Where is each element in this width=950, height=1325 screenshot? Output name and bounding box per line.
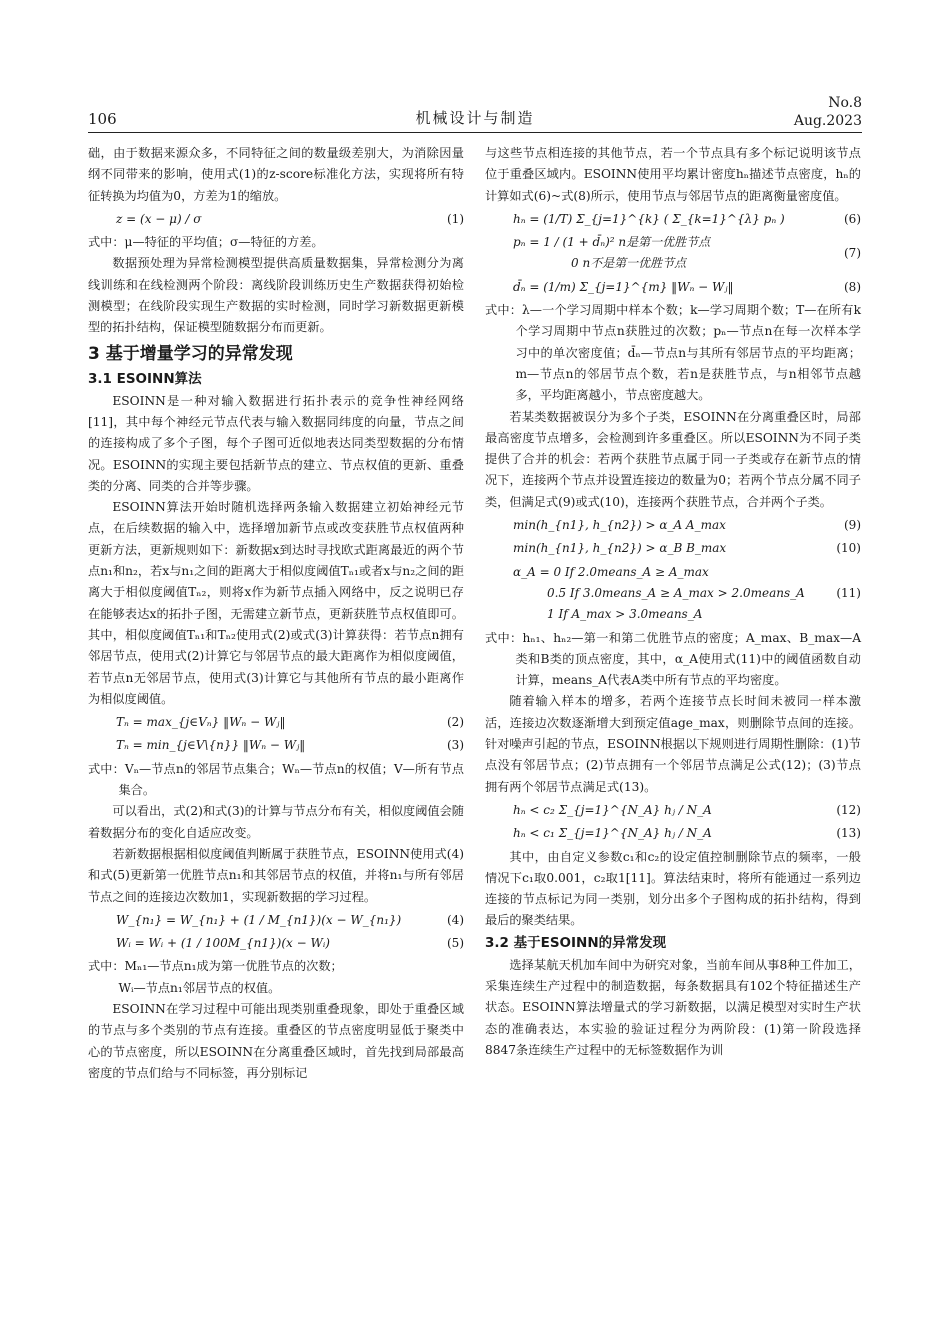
equation-expression: Tₙ = min_{j∈V\{n}} ‖Wₙ − Wⱼ‖ — [116, 738, 306, 753]
paragraph: 若某类数据被误分为多个子类，ESOINN在分离重叠区时，局部最高密度节点增多，会检测到许多重叠区。所以ESOINN为不同子类提供了合并的机会：若两个获胜节点属于同一子类或存在新节点的情况下，连接两个节点并设置连接边的数量为0；若两个节点分属不同子类，但满足式(9)或式(10)，连接两个获胜节点，合并两个子类。 — [485, 409, 861, 509]
equation-number: (7) — [844, 245, 861, 260]
page-header — [88, 96, 862, 133]
equation-1 — [88, 209, 464, 230]
paragraph: 可以看出，式(2)和式(3)的计算与节点分布有关，相似度阈值会随着数据分布的变化自适应改变。 — [88, 804, 464, 840]
subsection-heading: 3.2 基于ESOINN的异常发现 — [485, 934, 667, 951]
equation-number: (10) — [836, 541, 861, 556]
equation-expression — [485, 232, 831, 275]
where-clause: 式中：λ—一个学习周期中样本个数；k—学习周期个数；T—在所有k个学习周期中节点n获胜过的次数；pₙ—节点n在每一次样本学习中的单次密度值；d̄ₙ—节点n与其所有邻居节点的平均距离；m—节点n的邻居节点个数，若n是获胜节点，与n相邻节点越多，平均距离越小，节点密度越大。 — [485, 303, 861, 403]
equation-expression: d̄ₙ = (1/m) Σ_{j=1}^{m} ‖Wₙ − Wⱼ‖ — [513, 279, 734, 294]
equation-13 — [485, 823, 861, 844]
where-clause: Wᵢ—节点n₁邻居节点的权值。 — [118, 980, 281, 995]
equation-expression: W_{n₁} = W_{n₁} + (1 / M_{n1})(x − W_{n₁}) — [116, 912, 402, 927]
paragraph: 若新数据根据相似度阈值判断属于获胜节点，ESOINN使用式(4)和式(5)更新第一优胜节点n₁和其邻居节点的权值，并将n₁与所有邻居节点之间的连接边次数加1，实现新数据的学习过程。 — [88, 846, 464, 904]
section-heading: 3 基于增量学习的异常发现 — [88, 343, 293, 364]
equation-2 — [88, 712, 464, 733]
left-column — [88, 143, 464, 1084]
issue-info — [794, 94, 862, 130]
equation-number: (8) — [844, 279, 861, 294]
equation-case: pₙ = 1 / (1 + d̄ₙ)² n是第一优胜节点 — [513, 235, 711, 250]
equation-4 — [88, 910, 464, 931]
equation-11 — [485, 562, 861, 626]
right-column — [485, 143, 861, 1061]
issue-date: Aug.2023 — [793, 113, 862, 129]
equation-8 — [485, 277, 861, 298]
equation-number: (2) — [447, 715, 464, 730]
equation-expression: hₙ = (1/T) Σ_{j=1}^{k} ( Σ_{k=1}^{λ} pₙ ) — [513, 211, 785, 226]
equation-expression: Tₙ = max_{j∈Vₙ} ‖Wₙ − Wⱼ‖ — [116, 715, 286, 730]
equation-number: (12) — [836, 802, 861, 817]
equation-expression: min(h_{n1}, h_{n2}) > α_B B_max — [513, 541, 727, 556]
equation-10 — [485, 538, 861, 559]
paragraph: 随着输入样本的增多，若两个连接节点长时间未被同一样本激活，连接边次数逐渐增大到预定值age_max，则删除节点间的连接。针对噪声引起的节点，ESOINN根据以下规则进行周期性删除：(1)节点没有邻居节点；(2)节点拥有一个邻居节点满足公式(12)；(3)节点拥有两个邻居节点满足式(13)。 — [485, 694, 861, 794]
equation-6 — [485, 209, 861, 230]
journal-title: 机械设计与制造 — [415, 109, 535, 127]
equation-7 — [485, 232, 861, 275]
equation-expression: hₙ < c₂ Σ_{j=1}^{N_A} hⱼ / N_A — [513, 802, 712, 817]
where-clause: 式中：hₙ₁、hₙ₂—第一和第二优胜节点的密度；A_max、B_max—A类和B类的顶点密度，其中，α_A使用式(11)中的阈值函数自动计算，means_A代表A类中所有节点的平均密度。 — [485, 630, 861, 688]
paragraph: ESOINN是一种对输入数据进行拓扑表示的竞争性神经网络[11]，其中每个神经元节点代表与输入数据同纬度的向量，节点之间的连接构成了多个子图，每个子图可近似地表达同类型数据的分布情况。ESOINN的实现主要包括新节点的建立、节点权值的更新、重叠类的分离、同类的合并等步骤。 — [88, 393, 464, 493]
issue-number: No.8 — [828, 95, 862, 111]
paragraph: 选择某航天机加车间中为研究对象，当前车间从事8种工件加工，采集连续生产过程中的制造数据，每条数据具有102个特征描述生产状态。ESOINN算法增量式的学习新数据，以满足模型对实时生产状态的准确表达，本实验的验证过程分为两阶段：(1)第一阶段选择8847条连续生产过程中的无标签数据作为训 — [485, 957, 861, 1057]
paragraph: ESOINN算法开始时随机选择两条输入数据建立初始神经元节点，在后续数据的输入中，选择增加新节点或改变获胜节点权值两种更新方法，更新规则如下：新数据x到达时寻找欧式距离最近的两个节点n₁和n₂，若x与n₁之间的距离大于相似度阈值Tₙ₁或者x与n₂之间的距离大于相似度阈值Tₙ₂，则将x作为新节点插入网络中，反之说明已存在能够表达x的拓扑子图，无需建立新节点，更新获胜节点权值即可。其中，相似度阈值Tₙ₁和Tₙ₂使用式(2)或式(3)计算获得：若节点n拥有邻居节点，使用式(2)计算它与邻居节点的最大距离作为相似度阈值，若节点n无邻居节点，使用式(3)计算它与其他所有节点的最小距离作为相似度阈值。 — [88, 500, 464, 706]
equation-number: (9) — [844, 518, 861, 533]
equation-expression: z = (x − μ) / σ — [116, 211, 202, 226]
paragraph: 础，由于数据来源众多，不同特征之间的数量级差别大，为消除因量纲不同带来的影响，使用式(1)的z-score标准化方法，实现将所有特征转换为均值为0，方差为1的缩放。 — [88, 146, 464, 203]
where-clause: 式中：μ—特征的平均值；σ—特征的方差。 — [88, 235, 324, 250]
equation-number: (5) — [447, 936, 464, 951]
equation-3 — [88, 735, 464, 756]
equation-expression: min(h_{n1}, h_{n2}) > α_A A_max — [513, 518, 726, 533]
equation-expression: Wᵢ = Wᵢ + (1 / 100M_{n1})(x − Wᵢ) — [116, 936, 330, 951]
where-clause: 式中：Mₙ₁—节点n₁成为第一优胜节点的次数； — [88, 959, 343, 974]
equation-number: (1) — [447, 211, 464, 226]
equation-9 — [485, 515, 861, 536]
equation-number: (3) — [447, 738, 464, 753]
where-clause: 式中：Vₙ—节点n的邻居节点集合；Wₙ—节点n的权值；V—所有节点集合。 — [88, 761, 464, 798]
equation-case: 1 If A_max > 3.0means_A — [547, 607, 703, 622]
paragraph: 与这些节点相连接的其他节点，若一个节点具有多个标记说明该节点位于重叠区域内。ESOINN使用平均累计密度hₙ描述节点密度，hₙ的计算如式(6)~式(8)所示，使用节点与邻居节点的距离衡量密度值。 — [485, 146, 861, 203]
equation-number: (13) — [836, 826, 861, 841]
paragraph: 其中，由自定义参数c₁和c₂的设定值控制删除节点的频率，一般情况下c₁取0.001，c₂取1[11]。算法结束时，将所有能通过一系列边连接的节点标记为同一类别，划分出多个子图构成的拓扑结构，得到最后的聚类结果。 — [485, 849, 861, 928]
paragraph: 数据预处理为异常检测模型提供高质量数据集，异常检测分为离线训练和在线检测两个阶段：离线阶段训练历史生产数据获得初始检测模型；在线阶段实现生产数据的实时检测，同时学习新数据更新模型的拓扑结构，保证模型随数据分布而更新。 — [88, 256, 464, 335]
paragraph: ESOINN在学习过程中可能出现类别重叠现象，即处于重叠区域的节点与多个类别的节点有连接。重叠区的节点密度明显低于聚类中心的节点密度，所以ESOINN在分离重叠区域时，首先找到局部最高密度的节点们给与不同标签，再分别标记 — [88, 1001, 464, 1080]
equation-12 — [485, 800, 861, 821]
equation-number: (11) — [836, 585, 861, 600]
equation-expression — [485, 562, 831, 626]
equation-case: 0.5 If 3.0means_A ≥ A_max > 2.0means_A — [547, 585, 805, 600]
equation-number: (6) — [844, 211, 861, 226]
equation-expression: hₙ < c₁ Σ_{j=1}^{N_A} hⱼ / N_A — [513, 826, 712, 841]
equation-case: 0 n不是第一优胜节点 — [571, 256, 687, 271]
equation-case: α_A = 0 If 2.0means_A ≥ A_max — [513, 564, 709, 579]
subsection-heading: 3.1 ESOINN算法 — [88, 370, 202, 387]
equation-number: (4) — [447, 912, 464, 927]
page-number: 106 — [88, 110, 117, 128]
equation-5 — [88, 933, 464, 954]
